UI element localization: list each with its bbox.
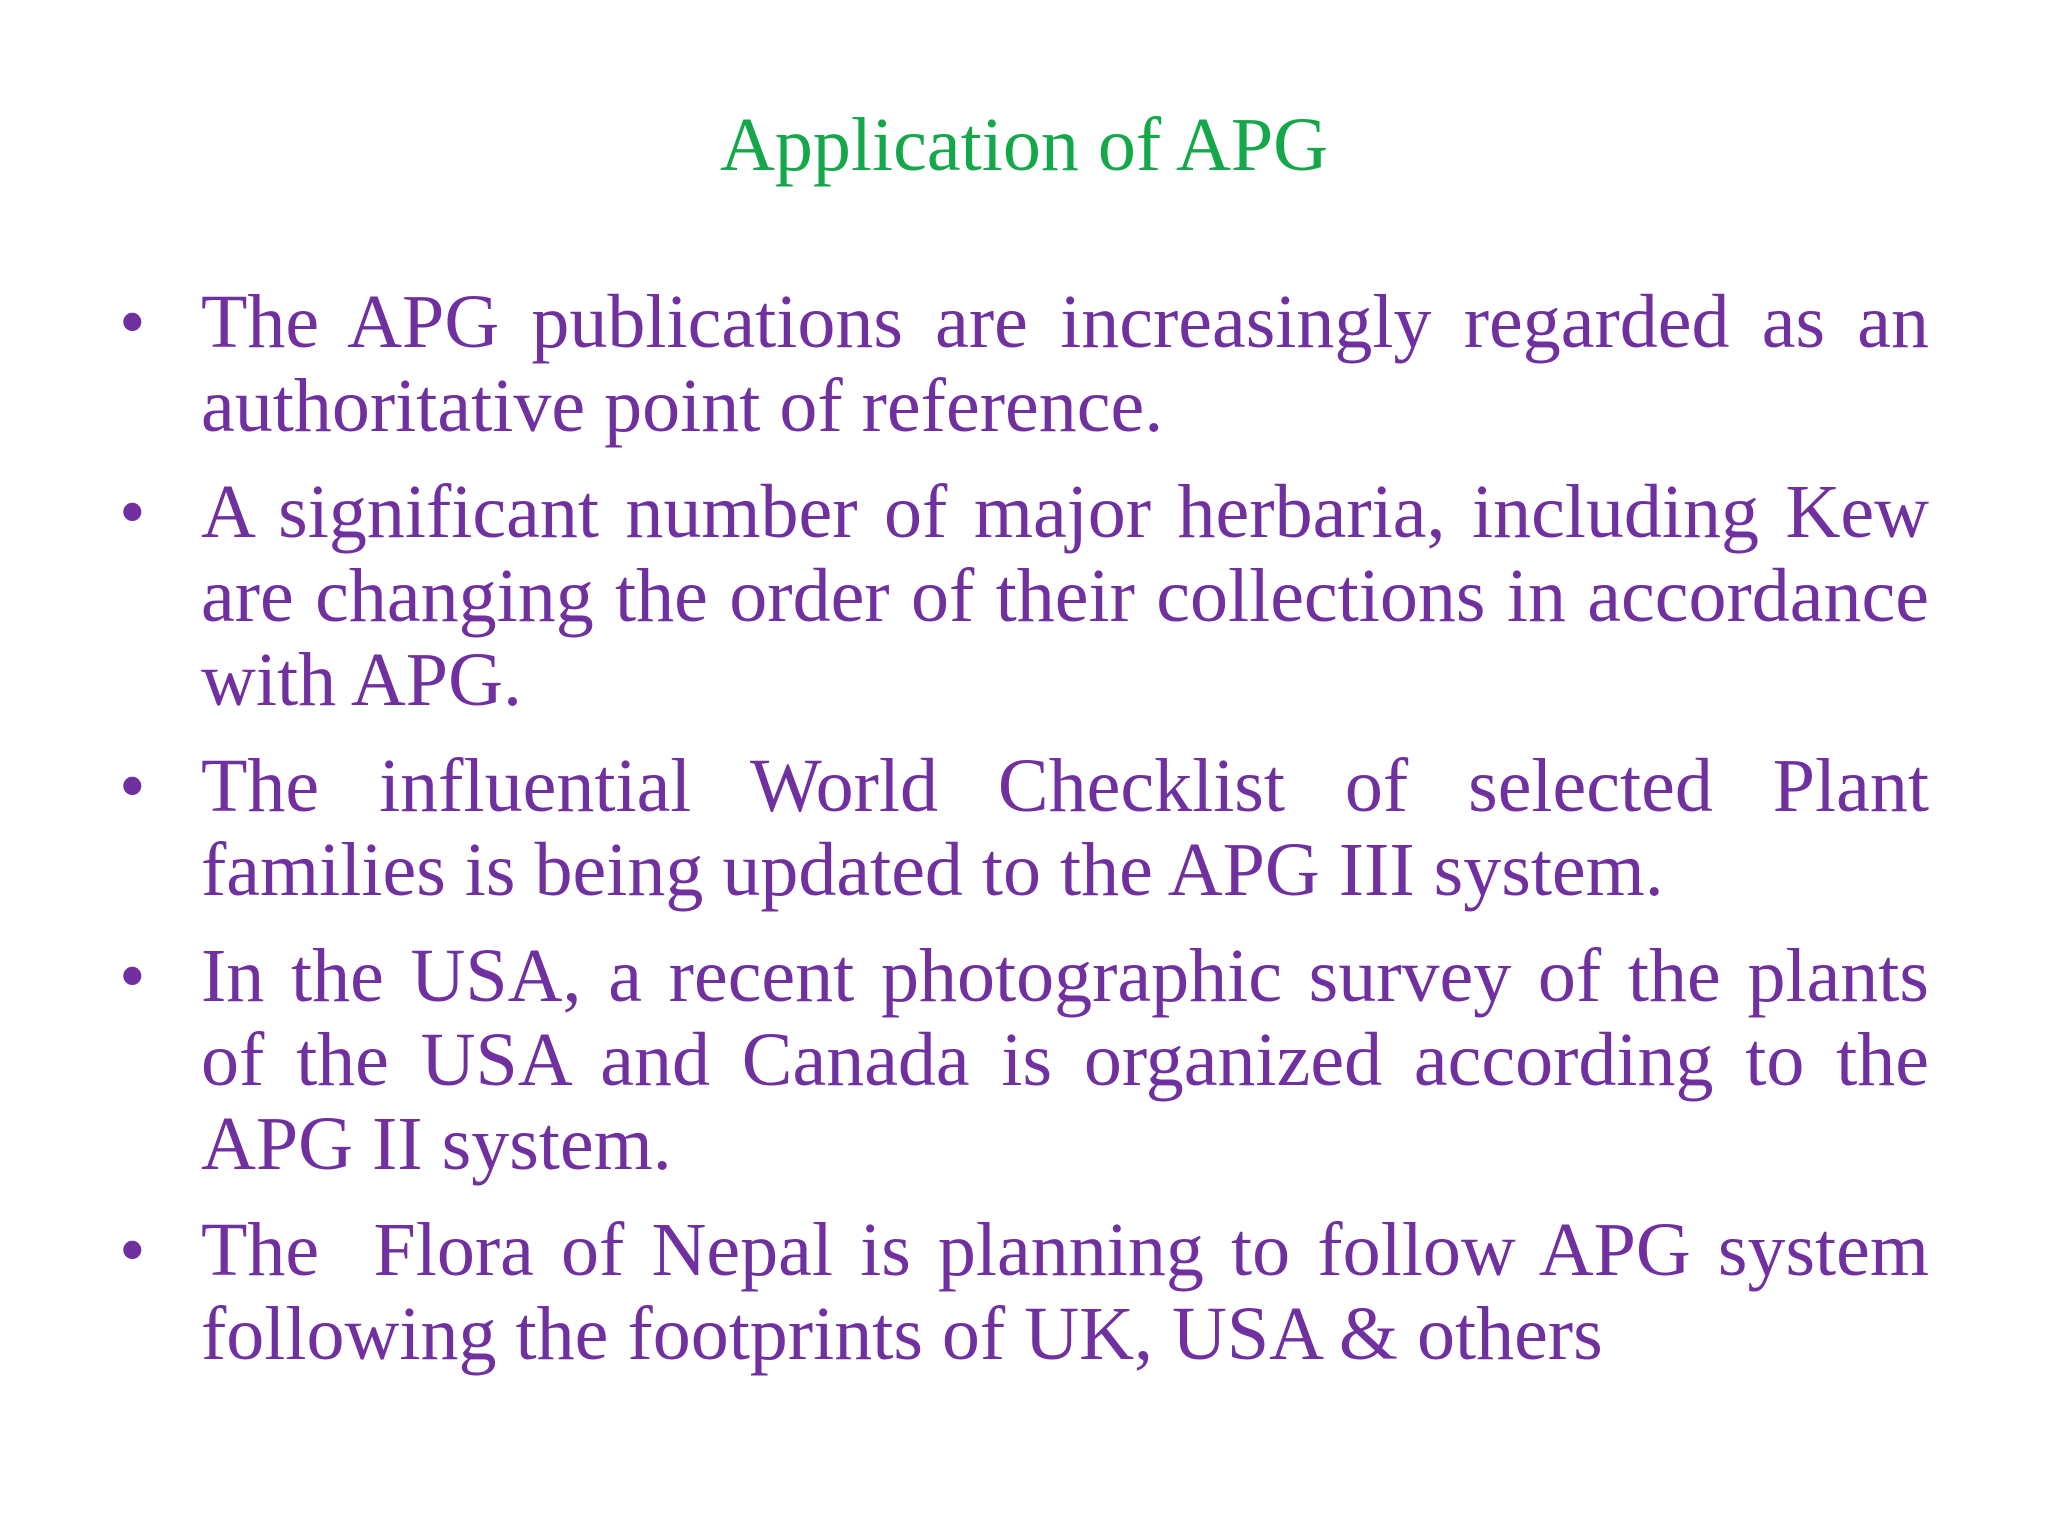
- bullet-list: [119, 280, 1948, 1398]
- bullet-dot-icon: •: [119, 470, 146, 554]
- bullet-dot-icon: •: [119, 934, 146, 1018]
- bullet-item: [119, 934, 1948, 1186]
- bullet-text: The influential World Checklist of selected Plant families is being updated to the APG III system.: [201, 744, 1948, 912]
- bullet-dot-icon: •: [119, 1208, 146, 1292]
- bullet-dot-icon: •: [119, 280, 146, 364]
- bullet-dot-icon: •: [119, 744, 146, 828]
- bullet-item: [119, 280, 1948, 448]
- bullet-text: A significant number of major herbaria, including Kew are changing the order of their collections in accordance with APG.: [201, 470, 1948, 722]
- bullet-item: [119, 744, 1948, 912]
- bullet-text: The APG publications are increasingly regarded as an authoritative point of reference.: [201, 280, 1948, 448]
- bullet-item: [119, 470, 1948, 722]
- bullet-item: [119, 1208, 1948, 1376]
- slide-title: Application of APG: [720, 103, 1328, 187]
- bullet-text: The Flora of Nepal is planning to follow APG system following the footprints of UK, USA & others: [201, 1208, 1948, 1376]
- bullet-text: In the USA, a recent photographic survey of the plants of the USA and Canada is organized according to the APG II system.: [201, 934, 1948, 1186]
